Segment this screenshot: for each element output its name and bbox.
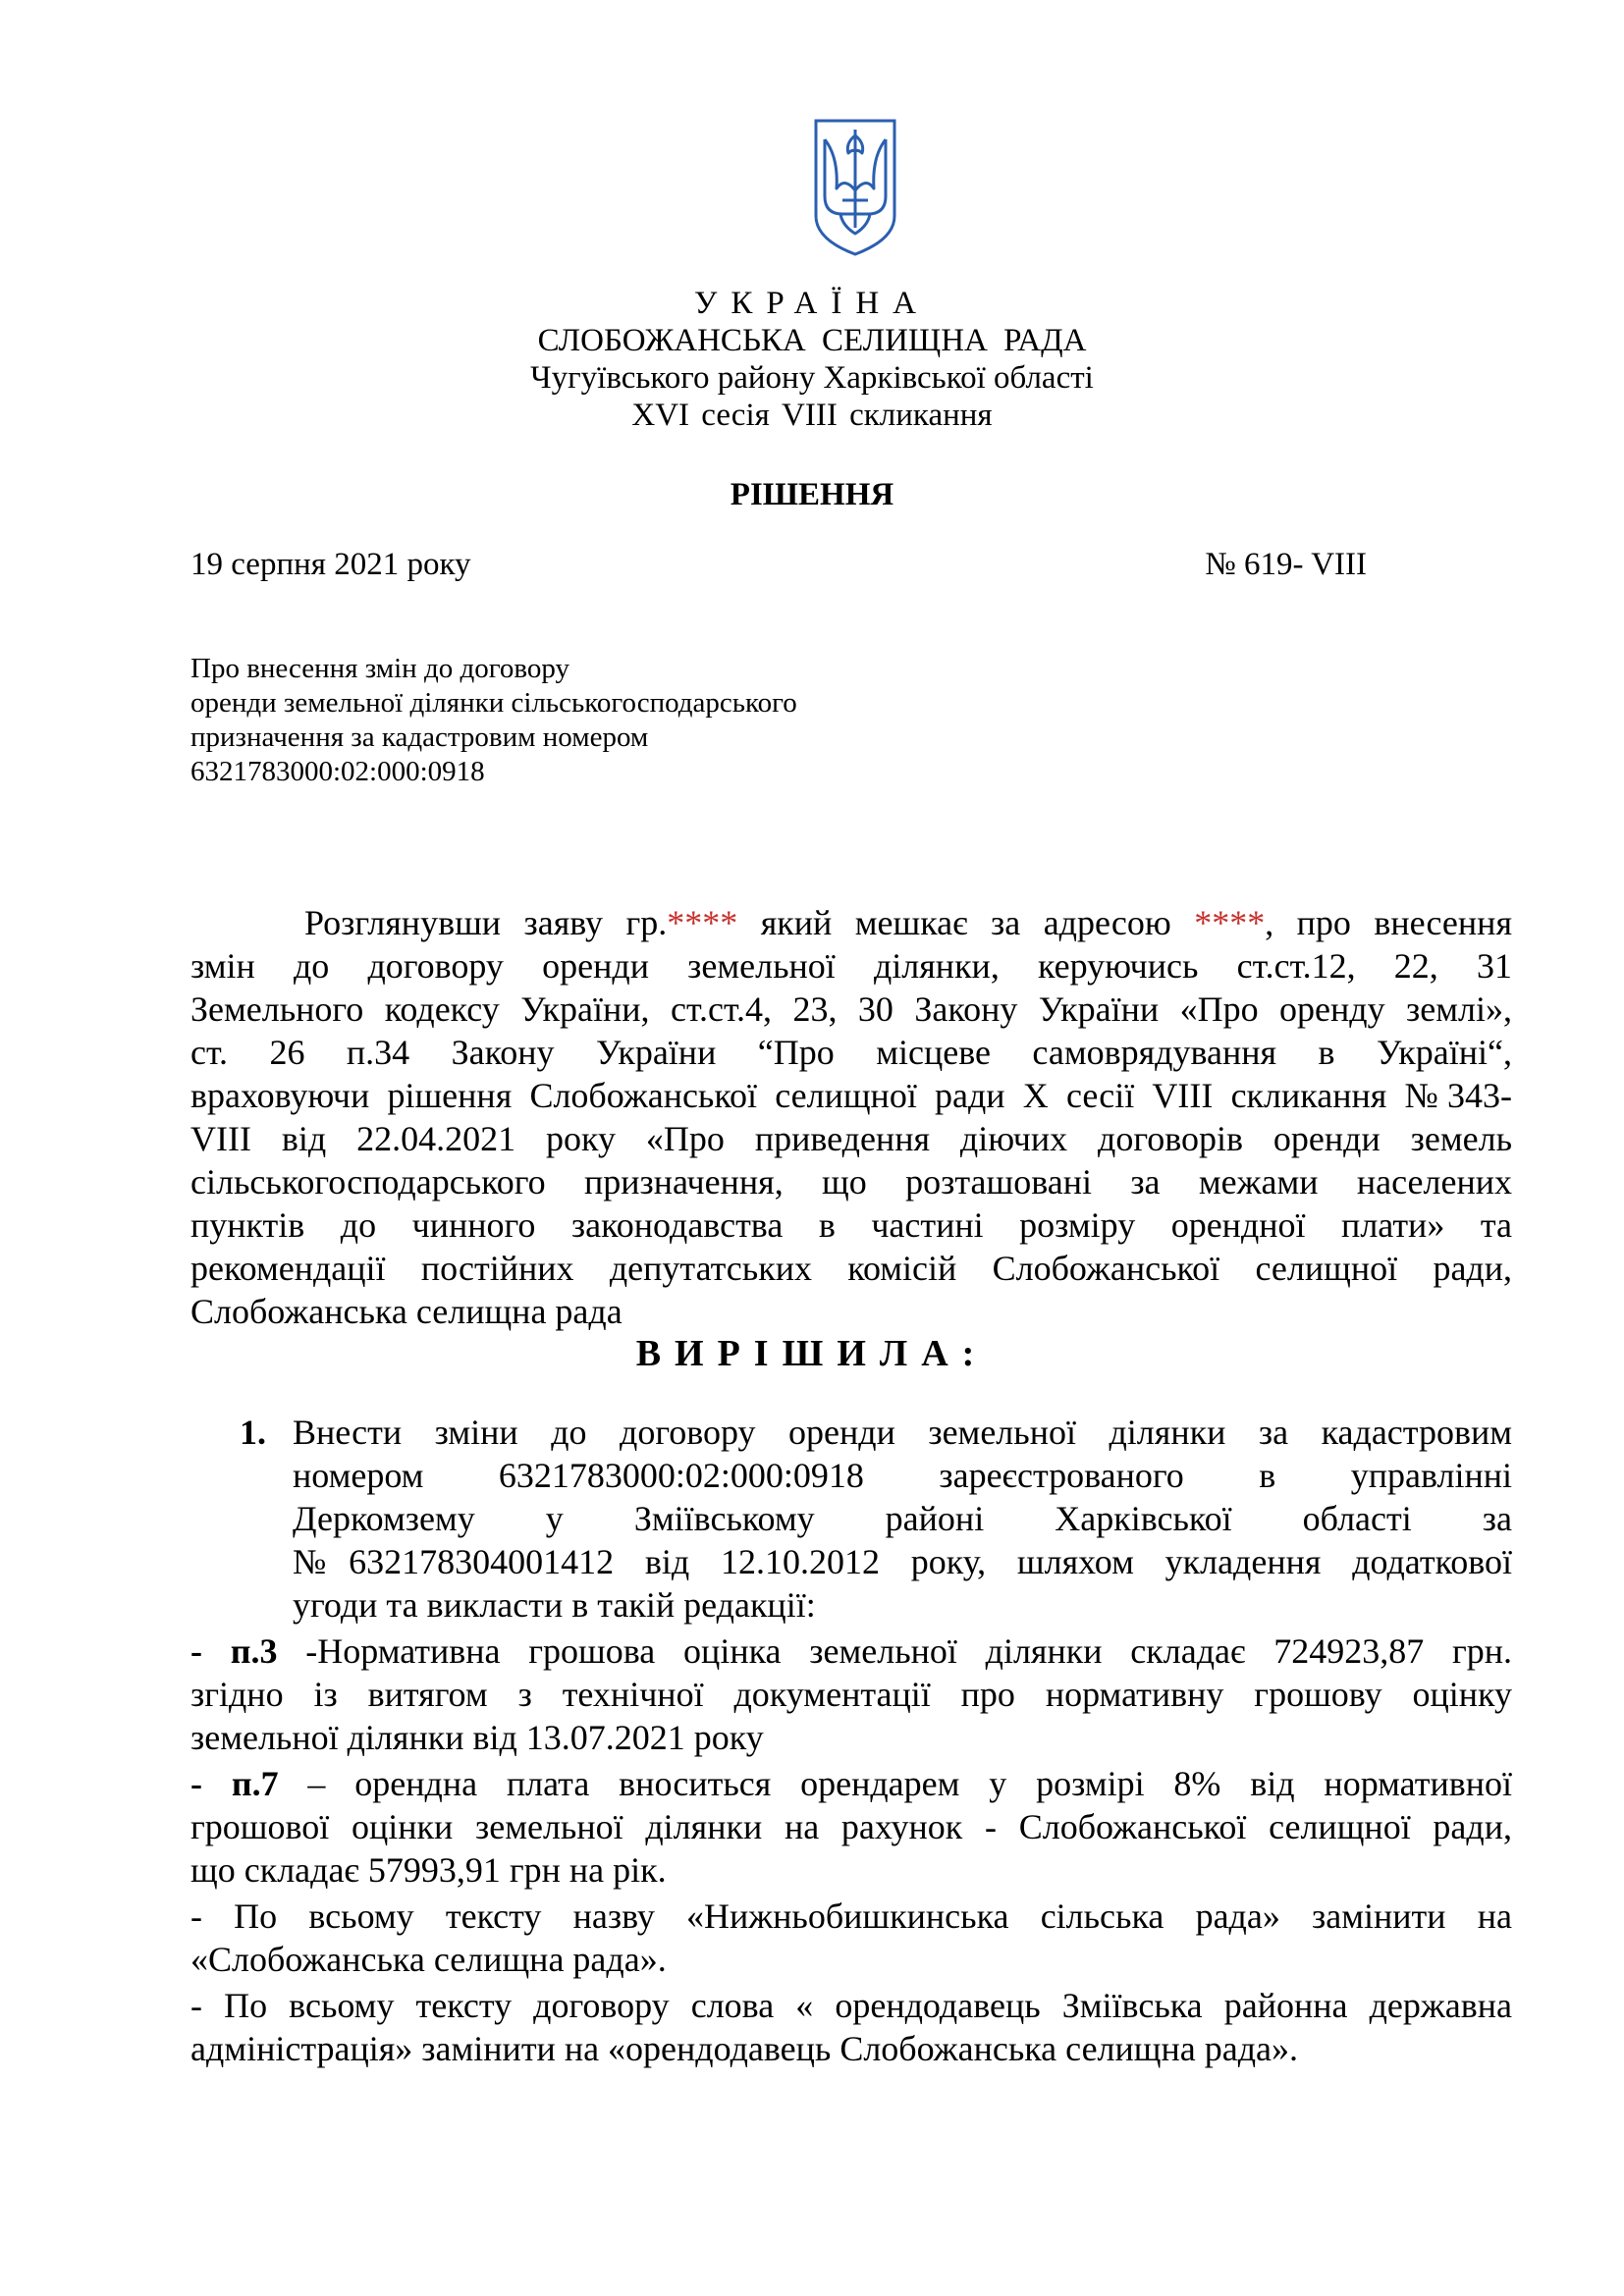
clause-text: -Нормативна грошова оцінка земельної ділянки складає 724923,87 грн. bbox=[277, 1631, 1512, 1671]
clause-p3-line: згідно із витягом з технічної документації про нормативну грошову оцінку bbox=[190, 1675, 1512, 1714]
rename-line: - По всьому тексту назву «Нижньобишкинська сільська рада» замінити на bbox=[190, 1896, 1512, 1936]
clause-text: – орендна плата вноситься орендарем у розмірі 8% від нормативної bbox=[278, 1764, 1512, 1803]
preamble-line: Земельного кодексу України, ст.ст.4, 23, 30 Закону України «Про оренду землі», bbox=[190, 989, 1512, 1029]
item-line: номером 6321783000:02:000:0918 зареєстрованого в управлінні bbox=[293, 1456, 1512, 1495]
preamble-line: Слобожанська селищна рада bbox=[190, 1292, 623, 1331]
council-heading: СЛОБОЖАНСЬКА СЕЛИЩНА РАДА bbox=[537, 323, 1087, 358]
clause-p7-line bbox=[190, 1762, 1512, 1805]
preamble-line: VIII від 22.04.2021 року «Про приведення діючих договорів оренди земель bbox=[190, 1119, 1512, 1158]
redacted-address: **** bbox=[1194, 903, 1266, 942]
country-heading: УКРАЇНА bbox=[694, 286, 930, 321]
preamble-line: сільськогосподарського призначення, що розташовані за межами населених bbox=[190, 1162, 1512, 1201]
preamble-line bbox=[304, 901, 1512, 944]
item-number: 1. bbox=[240, 1413, 266, 1452]
item-line: №632178304001412 від 12.10.2012 року, шляхом укладення додаткової bbox=[293, 1542, 1512, 1581]
district-heading: Чугуївського району Харківської області bbox=[530, 360, 1094, 396]
preamble-text: , про внесення bbox=[1265, 903, 1512, 942]
preamble-line: враховуючи рішення Слобожанської селищної ради X сесії VIII скликання №343- bbox=[190, 1076, 1512, 1115]
preamble-line: рекомендації постійних депутатських комісій Слобожанської селищної ради, bbox=[190, 1249, 1512, 1288]
session-heading: XVI сесія VIII скликання bbox=[631, 398, 993, 433]
decision-subject bbox=[190, 652, 797, 789]
rename-line: адміністрація» замінити на «орендодавець Слобожанська селищна рада». bbox=[190, 2029, 1299, 2068]
clause-p3-label: - п.3 bbox=[190, 1631, 278, 1671]
decision-number: № 619- VIII bbox=[1205, 547, 1367, 582]
clause-p7-line: що складає 57993,91 грн на рік. bbox=[190, 1850, 667, 1890]
decision-date: 19 серпня 2021 року bbox=[190, 547, 471, 582]
preamble-text: Розглянувши заяву гр. bbox=[304, 903, 668, 942]
preamble-line: ст. 26 п.34 Закону України “Про місцеве самоврядування в Україні“, bbox=[190, 1033, 1512, 1072]
preamble-text: який мешкає за адресою bbox=[737, 903, 1195, 942]
rename-line: - По всьому тексту договору слова « орендодавець Зміївська районна державна bbox=[190, 1986, 1512, 2025]
redacted-name: **** bbox=[667, 903, 738, 942]
resolved-heading: ВИРІШИЛА: bbox=[635, 1333, 989, 1374]
subject-line: оренди земельної ділянки сільськогосподарського bbox=[190, 687, 797, 719]
clause-p7-label: - п.7 bbox=[190, 1764, 279, 1803]
coat-of-arms-icon bbox=[813, 118, 897, 257]
clause-p3-line bbox=[190, 1629, 1512, 1673]
decision-title: РІШЕННЯ bbox=[730, 477, 894, 512]
preamble-line: пунктів до чинного законодавства в частині розміру орендної плати» та bbox=[190, 1205, 1512, 1245]
subject-line: 6321783000:02:000:0918 bbox=[190, 756, 485, 787]
item-line: угоди та викласти в такій редакції: bbox=[293, 1585, 816, 1625]
item-line: Внести зміни до договору оренди земельної ділянки за кадастровим bbox=[293, 1413, 1512, 1452]
item-line: Деркомзему у Зміївському районі Харківської області за bbox=[293, 1499, 1512, 1538]
preamble-line: змін до договору оренди земельної ділянки, керуючись ст.ст.12, 22, 31 bbox=[190, 946, 1512, 986]
rename-line: «Слобожанська селищна рада». bbox=[190, 1940, 667, 1979]
clause-p3-line: земельної ділянки від 13.07.2021 року bbox=[190, 1718, 764, 1757]
subject-line: Про внесення змін до договору bbox=[190, 653, 569, 684]
subject-line: призначення за кадастровим номером bbox=[190, 721, 649, 753]
clause-p7-line: грошової оцінки земельної ділянки на рахунок - Слобожанської селищної ради, bbox=[190, 1807, 1512, 1846]
